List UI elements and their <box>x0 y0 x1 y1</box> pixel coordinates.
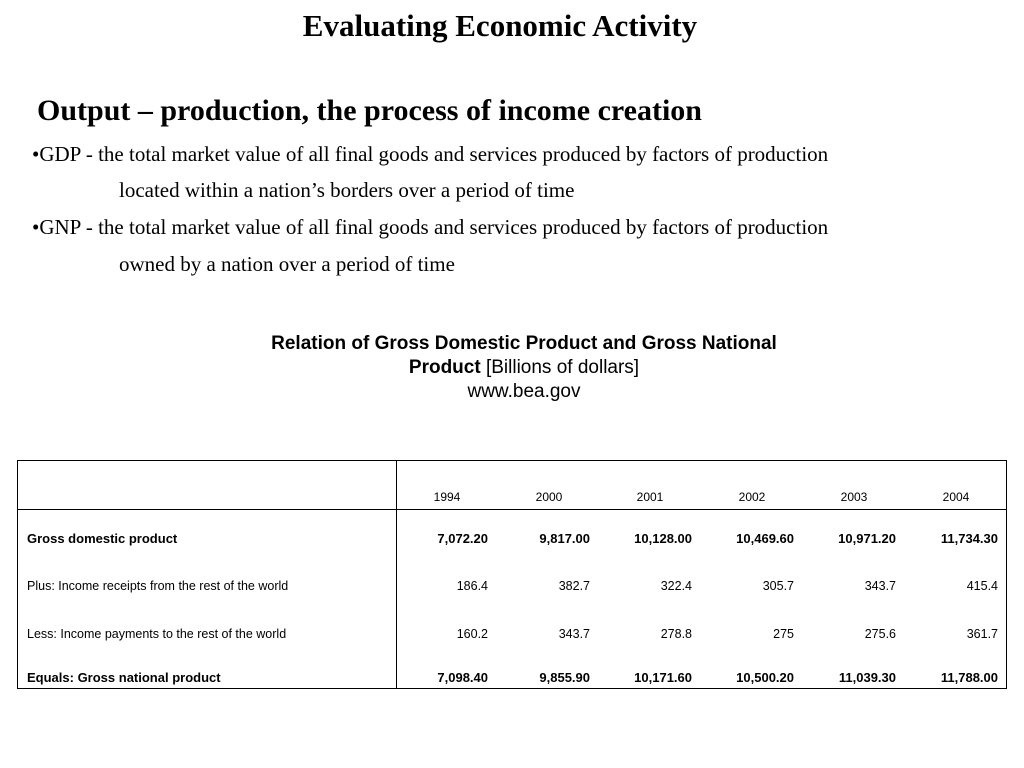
table-cell: 7,072.20 <box>437 531 488 546</box>
table-row-label: Gross domestic product <box>27 531 178 546</box>
year-header-3: 2002 <box>738 490 766 504</box>
gdp-definition-continued: located within a nation’s borders over a period of time <box>119 178 575 202</box>
caption-line-2 <box>0 356 1024 380</box>
table-cell: 278.8 <box>660 627 692 641</box>
table-row-label: Less: Income payments to the rest of the world <box>27 627 287 641</box>
table-cell: 275 <box>773 627 794 641</box>
table-cell: 10,469.60 <box>736 531 794 546</box>
table-cell: 343.7 <box>864 579 896 593</box>
gdp-definition: •GDP - the total market value of all final goods and services produced by factors of production <box>32 142 829 166</box>
table-cell: 10,500.20 <box>736 670 794 685</box>
gdp-gnp-table <box>17 460 1007 689</box>
table-cell: 382.7 <box>558 579 590 593</box>
table-cell: 11,788.00 <box>940 670 998 685</box>
table-row-label: Equals: Gross national product <box>27 670 221 685</box>
table-cell: 343.7 <box>558 627 590 641</box>
table-caption <box>0 332 1024 404</box>
table-cell: 10,971.20 <box>838 531 896 546</box>
table-header-divider <box>18 509 1006 510</box>
table-cell: 11,039.30 <box>838 670 896 685</box>
table-cell: 186.4 <box>456 579 488 593</box>
section-heading: Output – production, the process of income creation <box>37 94 702 127</box>
year-header-0: 1994 <box>433 490 461 504</box>
caption-units: [Billions of dollars] <box>480 357 640 378</box>
table-cell: 361.7 <box>966 627 998 641</box>
year-header-1: 2000 <box>535 490 563 504</box>
table-cell: 322.4 <box>660 579 692 593</box>
table-cell: 10,128.00 <box>634 531 692 546</box>
year-header-2: 2001 <box>636 490 664 504</box>
table-cell: 9,855.90 <box>539 670 590 685</box>
table-cell: 415.4 <box>966 579 998 593</box>
caption-product-word: Product <box>408 357 481 378</box>
table-cell: 9,817.00 <box>539 531 590 546</box>
year-header-5: 2004 <box>942 490 970 504</box>
year-header-4: 2003 <box>840 490 868 504</box>
slide-title: Evaluating Economic Activity <box>302 8 698 43</box>
table-row-label: Plus: Income receipts from the rest of the world <box>27 579 289 593</box>
caption-line-1: Relation of Gross Domestic Product and Gross National <box>271 333 777 354</box>
caption-source: www.bea.gov <box>467 381 581 402</box>
table-cell: 305.7 <box>762 579 794 593</box>
table-cell: 275.6 <box>864 627 896 641</box>
table-cell: 160.2 <box>456 627 488 641</box>
gnp-definition: •GNP - the total market value of all final goods and services produced by factors of production <box>32 215 829 239</box>
gnp-definition-continued: owned by a nation over a period of time <box>119 252 455 276</box>
table-cell: 10,171.60 <box>634 670 692 685</box>
table-cell: 7,098.40 <box>437 670 488 685</box>
table-cell: 11,734.30 <box>940 531 998 546</box>
table-column-divider <box>396 461 397 688</box>
